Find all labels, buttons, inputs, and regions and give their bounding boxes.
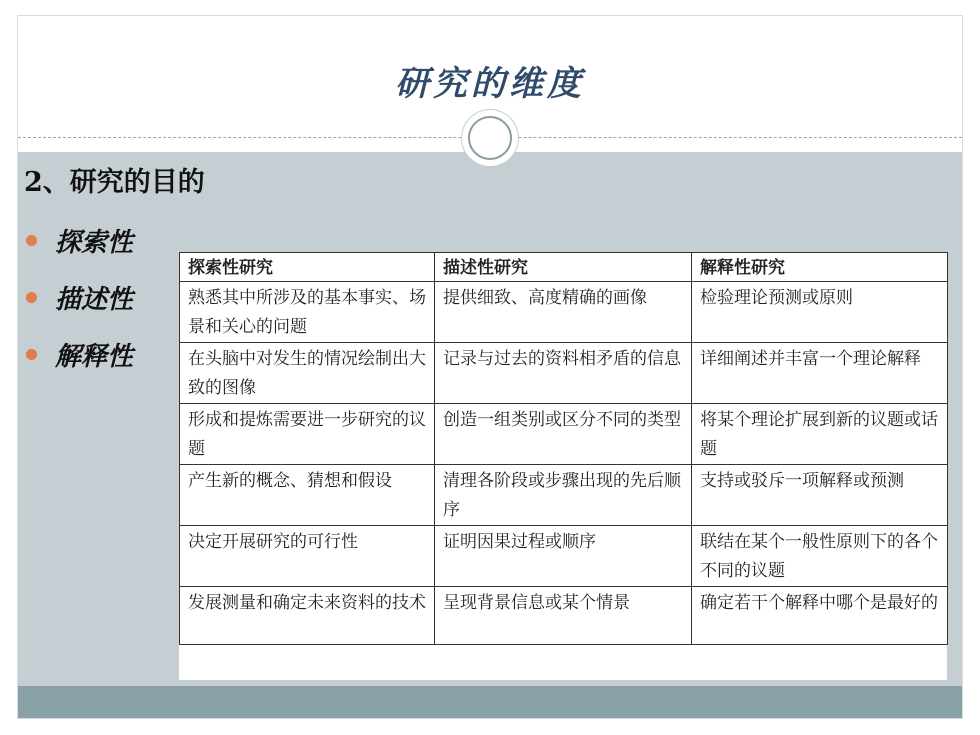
comparison-table	[179, 252, 948, 645]
bullet-item	[26, 212, 133, 269]
table-cell: 产生新的概念、猜想和假设	[180, 465, 435, 526]
circle-ornament-icon	[462, 110, 518, 166]
table-cell: 发展测量和确定未来资料的技术	[180, 587, 435, 645]
table-row	[180, 282, 948, 343]
table-cell: 记录与过去的资料相矛盾的信息	[435, 343, 692, 404]
table-cell: 决定开展研究的可行性	[180, 526, 435, 587]
bullet-label: 解释性	[55, 342, 134, 372]
bullet-item	[26, 326, 133, 383]
bullet-list	[26, 212, 133, 383]
table-cell: 将某个理论扩展到新的议题或话题	[692, 404, 948, 465]
header-explanatory: 解释性研究	[692, 253, 948, 282]
bullet-label: 描述性	[55, 285, 134, 315]
table-cell: 创造一组类别或区分不同的类型	[435, 404, 692, 465]
bullet-dot-icon	[26, 349, 37, 360]
bullet-item	[26, 269, 133, 326]
table-cell: 提供细致、高度精确的画像	[435, 282, 692, 343]
circle-ring	[468, 116, 512, 160]
table-row	[180, 343, 948, 404]
table-cell: 详细阐述并丰富一个理论解释	[692, 343, 948, 404]
table-cell: 联结在某个一般性原则下的各个不同的议题	[692, 526, 948, 587]
header-exploratory: 探索性研究	[180, 253, 435, 282]
table-cell: 检验理论预测或原则	[692, 282, 948, 343]
table-cell: 证明因果过程或顺序	[435, 526, 692, 587]
table-header-row	[180, 253, 948, 282]
table-cell: 熟悉其中所涉及的基本事实、场景和关心的问题	[180, 282, 435, 343]
table-cell: 清理各阶段或步骤出现的先后顺序	[435, 465, 692, 526]
table-row	[180, 404, 948, 465]
bullet-dot-icon	[26, 235, 37, 246]
slide-title: 研究的维度	[395, 64, 585, 104]
table-row	[180, 465, 948, 526]
table-cell: 形成和提炼需要进一步研究的议题	[180, 404, 435, 465]
table-row	[180, 587, 948, 645]
table-cell: 支持或驳斥一项解释或预测	[692, 465, 948, 526]
section-heading: 2、研究的目的	[24, 167, 205, 198]
bullet-label: 探索性	[55, 228, 134, 258]
footer-band	[18, 686, 962, 718]
table-cell: 在头脑中对发生的情况绘制出大致的图像	[180, 343, 435, 404]
table-cell: 确定若干个解释中哪个是最好的	[692, 587, 948, 645]
comparison-table-wrapper	[179, 252, 947, 680]
table-row	[180, 526, 948, 587]
header-descriptive: 描述性研究	[435, 253, 692, 282]
bullet-dot-icon	[26, 292, 37, 303]
table-cell: 呈现背景信息或某个情景	[435, 587, 692, 645]
